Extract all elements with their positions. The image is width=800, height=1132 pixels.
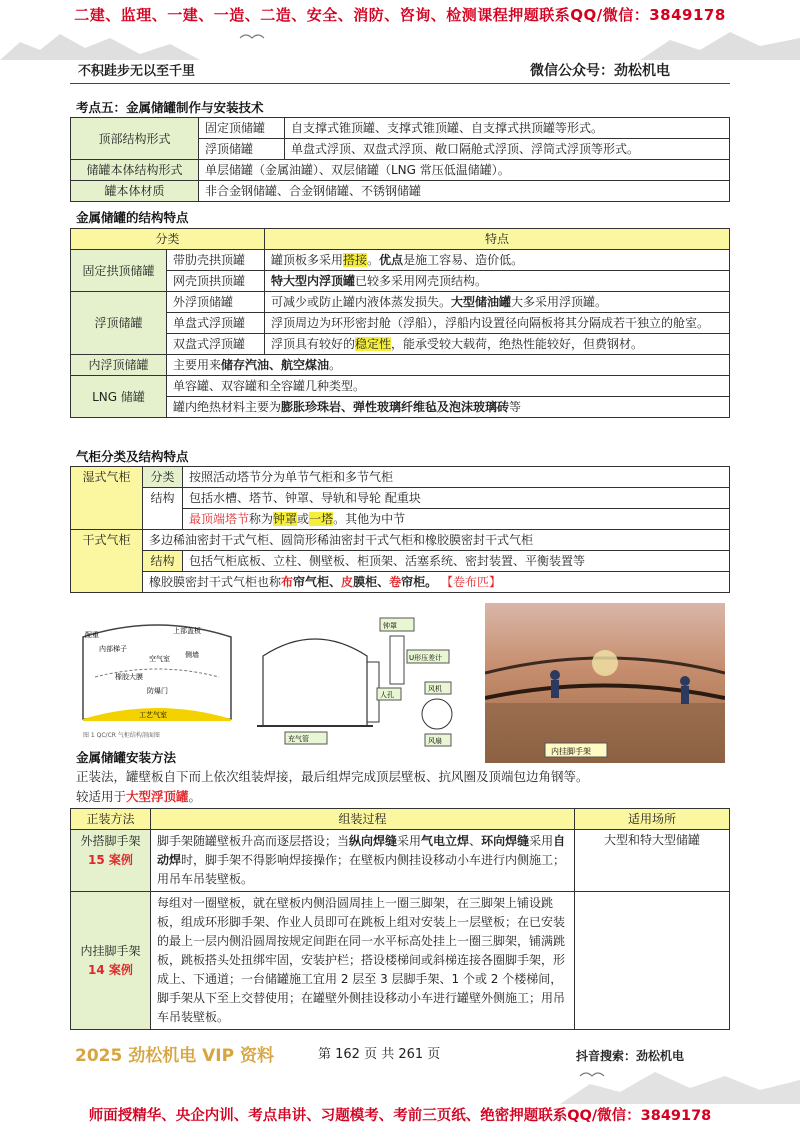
table-row bbox=[71, 830, 730, 892]
section2-title: 金属储罐的结构特点 bbox=[76, 210, 189, 225]
row-category: 固定拱顶储罐 bbox=[71, 250, 167, 292]
fig2-label: 充气管 bbox=[288, 735, 309, 743]
row-description: 主要用来储存汽油、航空煤油。 bbox=[167, 355, 730, 376]
douyin-search: 抖音搜索：劲松机电 bbox=[576, 1049, 685, 1063]
fig2-label: 风扇 bbox=[428, 737, 442, 745]
row-category: 罐本体材质 bbox=[71, 181, 199, 202]
motto: 不积跬步无以至千里 bbox=[78, 64, 196, 79]
row-description: 浮顶具有较好的稳定性，能承受较大载荷，绝热性能较好，但费钢材。 bbox=[265, 334, 730, 355]
table-row bbox=[71, 118, 730, 139]
section4-title: 金属储罐安装方法 bbox=[76, 750, 177, 765]
table-row bbox=[71, 271, 730, 292]
method-internal-process: 每组对一圈壁板，就在壁板内侧沿圆周挂上一圈三脚架，在三脚架上铺设跳板，组成环形脚手架、作业人员即可在跳板上组对安装上一层壁板；在已安装的最上一层内侧沿圆周按规定间距在同一水平标高处挂上一圈三脚架，铺满跳板，跳板搭头处扭绑牢固，安装护栏；搭设楼梯间或斜梯连接各圈脚手架，形成上、下通道；一台储罐施工宜用 2 层至 3 层脚手架、1 个或 2 个楼梯间，脚手架从下至上交替使用；在罐壁外侧挂设移动小车进行罐壁外侧施工；用吊车吊装壁板。 bbox=[151, 892, 575, 1030]
row-category: 储罐本体结构形式 bbox=[71, 160, 199, 181]
row-description: 包括气柜底板、立柱、侧壁板、柜顶架、活塞系统、密封装置、平衡装置等 bbox=[183, 551, 730, 572]
table-row bbox=[71, 334, 730, 355]
fig1-label: 工艺气室 bbox=[139, 711, 167, 719]
header-class: 分类 bbox=[71, 229, 265, 250]
wet-gasholder-label: 湿式气柜 bbox=[71, 467, 143, 530]
table-row bbox=[71, 250, 730, 271]
row-subcategory: 外浮顶储罐 bbox=[167, 292, 265, 313]
row-subcategory: 单盘式浮顶罐 bbox=[167, 313, 265, 334]
table-row bbox=[71, 572, 730, 593]
row-description: 多边稀油密封干式气柜、圆筒形稀油密封干式气柜和橡胶膜密封干式气柜 bbox=[143, 530, 730, 551]
fig1-label: 配重 bbox=[85, 631, 99, 639]
table-row bbox=[71, 467, 730, 488]
row-description: 橡胶膜密封干式气柜也称布帘气柜、皮膜柜、卷帘柜。 【卷布匹】 bbox=[143, 572, 730, 593]
row-category: 浮顶储罐 bbox=[71, 292, 167, 355]
row-description: 罐内绝热材料主要为膨胀珍珠岩、弹性玻璃纤维毡及泡沫玻璃砖等 bbox=[167, 397, 730, 418]
table-row bbox=[71, 376, 730, 397]
row-category: LNG 储罐 bbox=[71, 376, 167, 418]
table-row bbox=[71, 355, 730, 376]
photo-label: 内挂脚手架 bbox=[551, 747, 591, 756]
row-subcategory: 浮顶储罐 bbox=[199, 139, 285, 160]
row-description: 罐顶板多采用搭接。优点是施工容易、造价低。 bbox=[265, 250, 730, 271]
gasholder-section-diagram bbox=[75, 617, 240, 745]
table-row bbox=[71, 488, 730, 509]
top-banner: 二建、监理、一建、一造、二造、安全、消防、咨询、检测课程押题联系QQ/微信：3849178 bbox=[74, 6, 726, 24]
install-suitability: 较适用于大型浮顶罐。 bbox=[76, 789, 202, 804]
method-internal-scaffold: 内挂脚手架 14 案例 bbox=[71, 892, 151, 1030]
method-external-scaffold: 外搭脚手架 15 案例 bbox=[71, 830, 151, 892]
fig1-label: 侧墙 bbox=[185, 651, 199, 659]
table-row bbox=[71, 181, 730, 202]
header-features: 特点 bbox=[265, 229, 730, 250]
table-row bbox=[71, 397, 730, 418]
table-row bbox=[71, 530, 730, 551]
gasholder-table bbox=[70, 466, 730, 593]
row-description: 最顶端塔节称为钟罩或一塔。其他为中节 bbox=[183, 509, 730, 530]
table-row bbox=[71, 292, 730, 313]
row-key: 分类 bbox=[143, 467, 183, 488]
table-row bbox=[71, 313, 730, 334]
row-description: 浮顶周边为环形密封舱（浮船），浮船内设置径向隔板将其分隔成若干独立的舱室。 bbox=[265, 313, 730, 334]
footer-brand: 2025 劲松机电 VIP 资料 bbox=[75, 1046, 275, 1066]
row-subcategory: 固定顶储罐 bbox=[199, 118, 285, 139]
table-row bbox=[71, 160, 730, 181]
row-subcategory: 带肋壳拱顶罐 bbox=[167, 250, 265, 271]
table-row bbox=[71, 551, 730, 572]
row-description: 非合金钢储罐、合金钢储罐、不锈钢储罐 bbox=[199, 181, 730, 202]
tank-test-diagram bbox=[255, 612, 465, 750]
row-key: 结构 bbox=[143, 488, 183, 530]
table-row bbox=[71, 892, 730, 1030]
row-description: 单盘式浮顶、双盘式浮顶、敞口隔舱式浮顶、浮筒式浮顶等形式。 bbox=[285, 139, 730, 160]
header-divider bbox=[70, 83, 730, 84]
section3-title: 气柜分类及结构特点 bbox=[76, 449, 189, 464]
row-description: 包括水槽、塔节、钟罩、导轨和导轮 配重块 bbox=[183, 488, 730, 509]
figure-hanging-scaffold-photo bbox=[485, 603, 725, 763]
fig1-label: 空气室 bbox=[149, 655, 170, 663]
figure-gasholder-section bbox=[75, 617, 240, 745]
dry-gasholder-label: 干式气柜 bbox=[71, 530, 143, 593]
mountain-decoration-top bbox=[0, 20, 800, 60]
header-process: 组装过程 bbox=[151, 809, 575, 830]
fig1-caption: 图 1 QC/CR 气柜结构剖面图 bbox=[83, 732, 160, 739]
fig1-label: 防爆门 bbox=[147, 687, 168, 695]
header-scenario: 适用场所 bbox=[575, 809, 730, 830]
install-methods-table bbox=[70, 808, 730, 1030]
table-header bbox=[71, 809, 730, 830]
page-number: 第 162 页 共 261 页 bbox=[318, 1047, 441, 1062]
row-category: 顶部结构形式 bbox=[71, 118, 199, 160]
fig1-label: 橡胶大膜 bbox=[115, 673, 143, 681]
scaffold-photo-illustration bbox=[485, 603, 725, 763]
row-description: 特大型内浮顶罐已较多采用网壳顶结构。 bbox=[265, 271, 730, 292]
method-external-use: 大型和特大型储罐 bbox=[575, 830, 730, 892]
row-subcategory: 双盘式浮顶罐 bbox=[167, 334, 265, 355]
row-subcategory: 网壳顶拱顶罐 bbox=[167, 271, 265, 292]
figure-tank-test bbox=[255, 612, 465, 750]
tank-features-table bbox=[70, 228, 730, 418]
section1-title: 考点五：金属储罐制作与安装技术 bbox=[76, 100, 264, 115]
fig2-label: 人孔 bbox=[380, 691, 394, 699]
mountain-decoration-bottom bbox=[560, 1060, 800, 1104]
bottom-banner: 师面授精华、央企内训、考点串讲、习题模考、考前三页纸、绝密押题联系QQ/微信：3849178 bbox=[88, 1108, 712, 1124]
row-key: 结构 bbox=[143, 551, 183, 572]
fig1-label: 上部盖板 bbox=[173, 627, 201, 635]
install-intro: 正装法，罐壁板自下而上依次组装焊接，最后组焊完成顶层壁板、抗风圈及顶端包边角钢等。 bbox=[76, 769, 589, 784]
wechat-account: 微信公众号：劲松机电 bbox=[530, 63, 670, 79]
method-internal-use bbox=[575, 892, 730, 1030]
method-external-process: 脚手架随罐壁板升高而逐层搭设；当纵向焊缝采用气电立焊、环向焊缝采用自动焊时，脚手架不得影响焊接操作；在壁板内侧挂设移动小车进行内侧施工；用吊车吊装壁板。 bbox=[151, 830, 575, 892]
row-description: 可减少或防止罐内液体蒸发损失。大型储油罐大多采用浮顶罐。 bbox=[265, 292, 730, 313]
fig2-label: 钟罩 bbox=[383, 622, 397, 630]
row-description: 按照活动塔节分为单节气柜和多节气柜 bbox=[183, 467, 730, 488]
tank-types-table bbox=[70, 117, 730, 202]
fig1-label: 内部梯子 bbox=[99, 645, 127, 653]
row-description: 自支撑式锥顶罐、支撑式锥顶罐、自支撑式拱顶罐等形式。 bbox=[285, 118, 730, 139]
table-header bbox=[71, 229, 730, 250]
fig2-label: 风机 bbox=[428, 685, 442, 693]
row-description: 单层储罐（金属油罐）、双层储罐（LNG 常压低温储罐）。 bbox=[199, 160, 730, 181]
row-description: 单容罐、双容罐和全容罐几种类型。 bbox=[167, 376, 730, 397]
header-method: 正装方法 bbox=[71, 809, 151, 830]
row-category: 内浮顶储罐 bbox=[71, 355, 167, 376]
fig2-label: U形压差计 bbox=[409, 654, 443, 662]
